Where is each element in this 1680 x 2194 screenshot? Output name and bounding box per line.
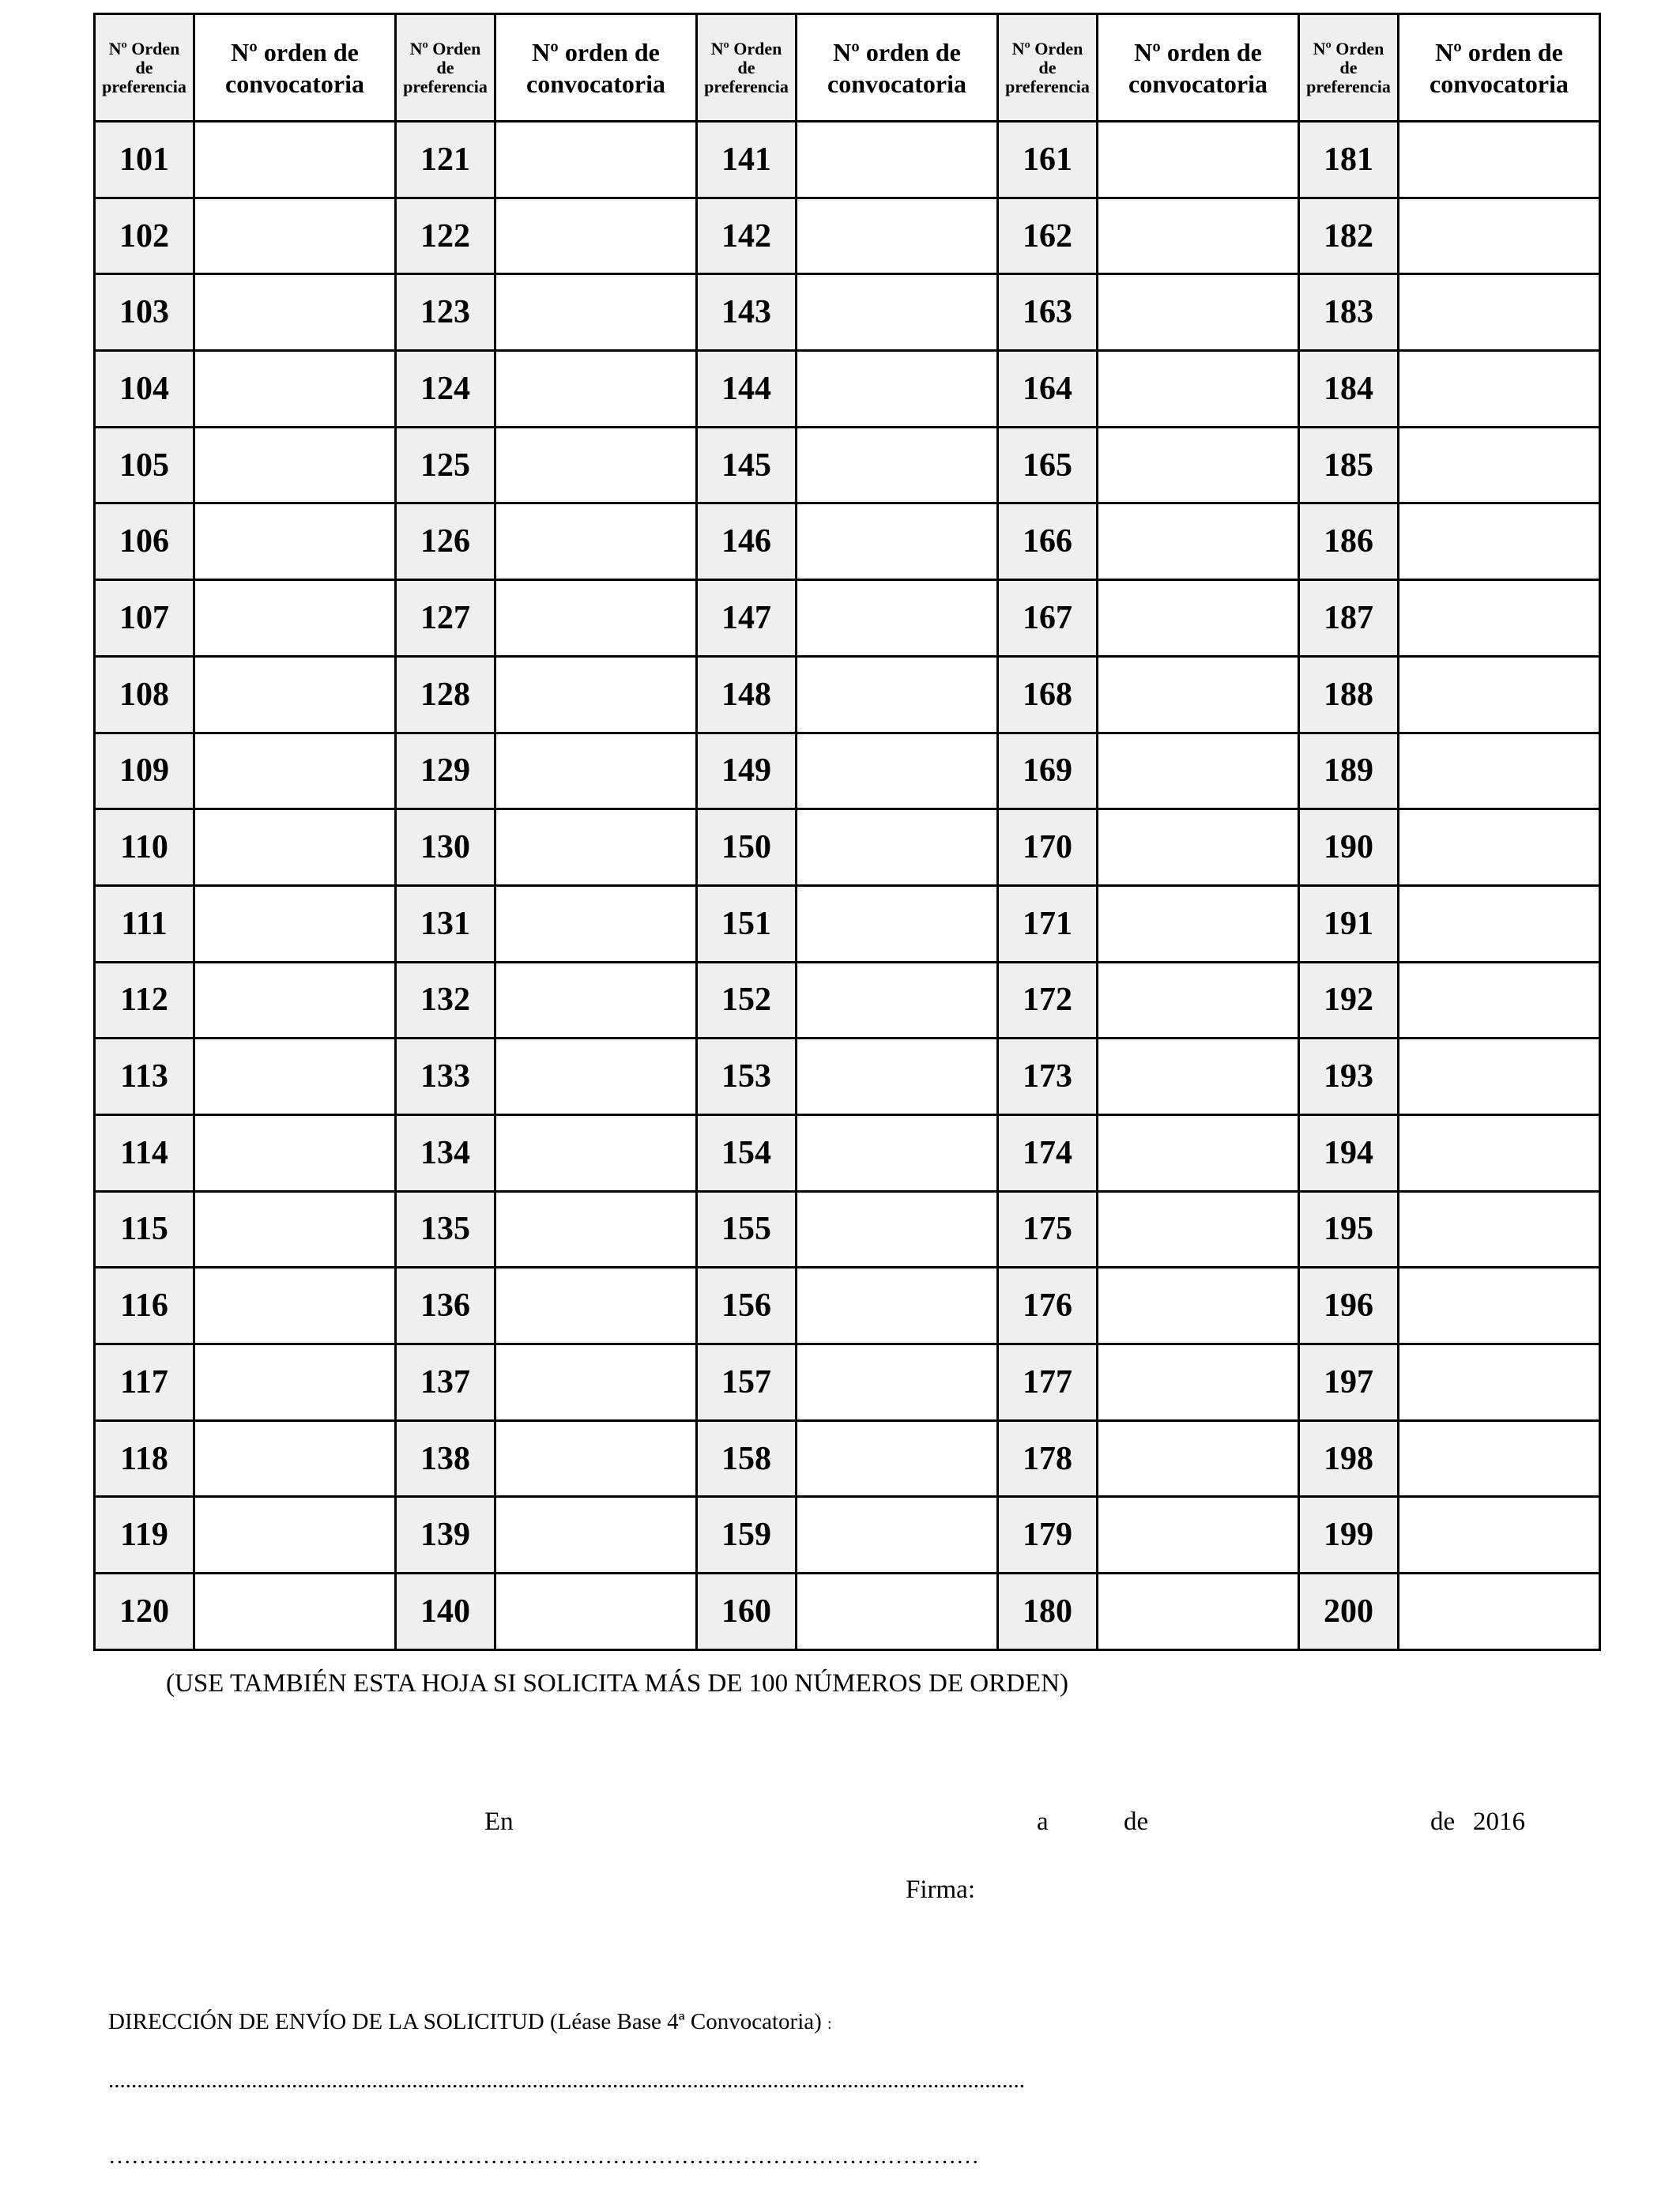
preference-number-cell: 193: [1299, 1039, 1399, 1115]
table-row: [95, 274, 1600, 351]
preference-header-line: de: [737, 57, 755, 77]
convocation-number-entry[interactable]: [1399, 1574, 1600, 1650]
preference-order-header: [396, 14, 495, 122]
convocation-number-entry[interactable]: [1399, 1039, 1600, 1115]
convocation-number-entry[interactable]: [1098, 962, 1299, 1039]
convocation-number-entry[interactable]: [1098, 656, 1299, 733]
convocation-number-entry[interactable]: [194, 503, 396, 580]
preference-number-cell: 188: [1299, 656, 1399, 733]
preference-number-cell: 175: [998, 1191, 1098, 1268]
convocation-number-entry[interactable]: [797, 962, 998, 1039]
preference-number-cell: 135: [396, 1191, 495, 1268]
preference-number-cell: 106: [95, 503, 194, 580]
convocation-number-entry[interactable]: [1098, 503, 1299, 580]
convocation-number-entry[interactable]: [495, 427, 697, 503]
preference-header-line: Nº Orden: [1011, 38, 1083, 58]
preference-number-cell: 149: [697, 733, 797, 809]
table-row: [95, 1114, 1600, 1191]
preference-number-cell: 103: [95, 274, 194, 351]
convocation-number-entry[interactable]: [194, 1114, 396, 1191]
preference-number-cell: 168: [998, 656, 1098, 733]
preference-number-cell: 167: [998, 580, 1098, 657]
preference-number-cell: 102: [95, 198, 194, 274]
preference-number-cell: 187: [1299, 580, 1399, 657]
convocation-number-entry[interactable]: [1098, 198, 1299, 274]
table-row: [95, 427, 1600, 503]
convocation-number-entry[interactable]: [1399, 1497, 1600, 1574]
table-row: [95, 1191, 1600, 1268]
convocation-number-entry[interactable]: [495, 351, 697, 428]
convocation-number-entry[interactable]: [1399, 503, 1600, 580]
preference-number-cell: 124: [396, 351, 495, 428]
convocation-number-entry[interactable]: [194, 962, 396, 1039]
address-label: [108, 2009, 832, 2035]
convocation-number-entry[interactable]: [194, 1344, 396, 1421]
preference-number-cell: 152: [697, 962, 797, 1039]
table-row: [95, 503, 1600, 580]
preference-number-cell: 130: [396, 809, 495, 886]
preference-number-cell: 110: [95, 809, 194, 886]
preference-header-line: de: [436, 57, 454, 77]
preference-number-cell: 179: [998, 1497, 1098, 1574]
preference-number-cell: 113: [95, 1039, 194, 1115]
preference-number-cell: 198: [1299, 1420, 1399, 1497]
preference-number-cell: 138: [396, 1420, 495, 1497]
convocation-order-header: [1098, 14, 1299, 122]
preference-order-header: [697, 14, 797, 122]
preference-header-line: Nº Orden: [710, 38, 782, 58]
convocation-number-entry[interactable]: [495, 809, 697, 886]
convocation-number-entry[interactable]: [194, 885, 396, 962]
preference-number-cell: 165: [998, 427, 1098, 503]
table-row: [95, 1420, 1600, 1497]
preference-number-cell: 182: [1299, 198, 1399, 274]
convocation-number-entry[interactable]: [797, 351, 998, 428]
year-connector: de: [1430, 1808, 1456, 1836]
preference-number-cell: 150: [697, 809, 797, 886]
convocation-number-entry[interactable]: [194, 1574, 396, 1650]
table-row: [95, 198, 1600, 274]
preference-number-cell: 181: [1299, 122, 1399, 198]
convocation-number-entry[interactable]: [495, 580, 697, 657]
preference-number-cell: 169: [998, 733, 1098, 809]
table-header-row: [95, 14, 1600, 122]
preference-header-line: de: [1038, 57, 1057, 77]
convocation-number-entry[interactable]: [495, 962, 697, 1039]
table-row: [95, 1268, 1600, 1344]
preference-header-line: preferencia: [403, 76, 488, 96]
convocation-number-entry[interactable]: [797, 580, 998, 657]
convocation-number-entry[interactable]: [1098, 1114, 1299, 1191]
convocation-number-entry[interactable]: [797, 1420, 998, 1497]
day-connector: a: [1037, 1808, 1049, 1836]
preference-header-line: preferencia: [1306, 76, 1391, 96]
convocation-header-line: convocatoria: [1430, 69, 1569, 98]
preference-number-cell: 104: [95, 351, 194, 428]
preference-number-cell: 120: [95, 1574, 194, 1650]
preference-header-line: Nº Orden: [409, 38, 481, 58]
address-line-2: ……………………………………………………………………………………………………: [108, 2143, 979, 2169]
preference-number-cell: 159: [697, 1497, 797, 1574]
convocation-header-line: Nº orden de: [833, 37, 961, 66]
convocation-order-header: [495, 14, 697, 122]
convocation-number-entry[interactable]: [797, 503, 998, 580]
preference-number-cell: 148: [697, 656, 797, 733]
convocation-number-entry[interactable]: [194, 122, 396, 198]
preference-number-cell: 192: [1299, 962, 1399, 1039]
preference-number-cell: 107: [95, 580, 194, 657]
convocation-number-entry[interactable]: [1098, 427, 1299, 503]
convocation-number-entry[interactable]: [495, 1114, 697, 1191]
convocation-order-header: [797, 14, 998, 122]
preference-number-cell: 140: [396, 1574, 495, 1650]
preference-number-cell: 186: [1299, 503, 1399, 580]
preference-number-cell: 133: [396, 1039, 495, 1115]
preference-number-cell: 184: [1299, 351, 1399, 428]
convocation-number-entry[interactable]: [1399, 733, 1600, 809]
convocation-number-entry[interactable]: [194, 580, 396, 657]
preference-number-cell: 114: [95, 1114, 194, 1191]
convocation-number-entry[interactable]: [194, 427, 396, 503]
convocation-header-line: convocatoria: [526, 69, 665, 98]
preference-number-cell: 151: [697, 885, 797, 962]
convocation-number-entry[interactable]: [1098, 733, 1299, 809]
preference-number-cell: 117: [95, 1344, 194, 1421]
convocation-number-entry[interactable]: [495, 122, 697, 198]
convocation-number-entry[interactable]: [797, 427, 998, 503]
preference-header-line: preferencia: [102, 76, 186, 96]
convocation-number-entry[interactable]: [495, 198, 697, 274]
convocation-number-entry[interactable]: [1399, 274, 1600, 351]
convocation-number-entry[interactable]: [194, 1191, 396, 1268]
preference-number-cell: 132: [396, 962, 495, 1039]
preference-number-cell: 142: [697, 198, 797, 274]
preference-number-cell: 112: [95, 962, 194, 1039]
convocation-number-entry[interactable]: [495, 1191, 697, 1268]
preference-number-cell: 195: [1299, 1191, 1399, 1268]
preference-number-cell: 172: [998, 962, 1098, 1039]
convocation-number-entry[interactable]: [1098, 351, 1299, 428]
convocation-number-entry[interactable]: [1399, 1114, 1600, 1191]
preference-number-cell: 127: [396, 580, 495, 657]
convocation-number-entry[interactable]: [797, 274, 998, 351]
preference-header-line: preferencia: [704, 76, 789, 96]
convocation-number-entry[interactable]: [1399, 580, 1600, 657]
convocation-number-entry[interactable]: [1399, 198, 1600, 274]
preference-number-cell: 136: [396, 1268, 495, 1344]
preference-number-cell: 162: [998, 198, 1098, 274]
preference-number-cell: 156: [697, 1268, 797, 1344]
preference-number-cell: 125: [396, 427, 495, 503]
convocation-number-entry[interactable]: [194, 733, 396, 809]
preference-number-cell: 101: [95, 122, 194, 198]
table-row: [95, 1039, 1600, 1115]
preference-number-cell: 134: [396, 1114, 495, 1191]
convocation-number-entry[interactable]: [797, 1497, 998, 1574]
address-label-colon: :: [827, 2015, 832, 2033]
convocation-number-entry[interactable]: [1098, 580, 1299, 657]
preference-number-cell: 161: [998, 122, 1098, 198]
convocation-number-entry[interactable]: [797, 122, 998, 198]
convocation-number-entry[interactable]: [495, 1344, 697, 1421]
preference-number-cell: 180: [998, 1574, 1098, 1650]
convocation-number-entry[interactable]: [495, 1574, 697, 1650]
preference-number-cell: 141: [697, 122, 797, 198]
preference-number-cell: 128: [396, 656, 495, 733]
preference-number-cell: 170: [998, 809, 1098, 886]
preference-number-cell: 189: [1299, 733, 1399, 809]
preference-number-cell: 129: [396, 733, 495, 809]
preference-number-cell: 147: [697, 580, 797, 657]
preference-number-cell: 118: [95, 1420, 194, 1497]
preference-number-cell: 144: [697, 351, 797, 428]
convocation-header-line: Nº orden de: [1435, 37, 1563, 66]
preference-order-header: [95, 14, 194, 122]
convocation-number-entry[interactable]: [194, 1268, 396, 1344]
preference-number-cell: 174: [998, 1114, 1098, 1191]
convocation-header-line: convocatoria: [827, 69, 966, 98]
preference-number-cell: 171: [998, 885, 1098, 962]
preference-number-cell: 155: [697, 1191, 797, 1268]
convocation-number-entry[interactable]: [797, 198, 998, 274]
place-prefix: En: [484, 1808, 514, 1836]
table-row: [95, 809, 1600, 886]
convocation-number-entry[interactable]: [495, 885, 697, 962]
convocation-number-entry[interactable]: [1399, 351, 1600, 428]
preference-number-cell: 163: [998, 274, 1098, 351]
preference-number-cell: 191: [1299, 885, 1399, 962]
convocation-number-entry[interactable]: [1098, 1039, 1299, 1115]
signature-label: Firma:: [906, 1875, 975, 1904]
year-value: 2016: [1473, 1808, 1525, 1836]
convocation-number-entry[interactable]: [797, 1268, 998, 1344]
preference-header-line: de: [135, 57, 153, 77]
convocation-number-entry[interactable]: [495, 274, 697, 351]
convocation-number-entry[interactable]: [1399, 1191, 1600, 1268]
preference-number-cell: 185: [1299, 427, 1399, 503]
convocation-number-entry[interactable]: [797, 1039, 998, 1115]
preference-number-cell: 121: [396, 122, 495, 198]
preference-order-header: [1299, 14, 1399, 122]
convocation-header-line: convocatoria: [1128, 69, 1268, 98]
preference-number-cell: 177: [998, 1344, 1098, 1421]
preference-order-header: [998, 14, 1098, 122]
preference-number-cell: 166: [998, 503, 1098, 580]
preference-header-line: de: [1339, 57, 1358, 77]
convocation-number-entry[interactable]: [1399, 1420, 1600, 1497]
preference-number-cell: 122: [396, 198, 495, 274]
convocation-number-entry[interactable]: [194, 1497, 396, 1574]
preference-number-cell: 119: [95, 1497, 194, 1574]
preference-number-cell: 109: [95, 733, 194, 809]
convocation-number-entry[interactable]: [797, 809, 998, 886]
convocation-number-entry[interactable]: [1399, 962, 1600, 1039]
convocation-number-entry[interactable]: [194, 809, 396, 886]
convocation-header-line: Nº orden de: [532, 37, 660, 66]
convocation-header-line: Nº orden de: [1134, 37, 1262, 66]
convocation-number-entry[interactable]: [1098, 1420, 1299, 1497]
preference-header-line: Nº Orden: [108, 38, 180, 58]
convocation-number-entry[interactable]: [1399, 1344, 1600, 1421]
preference-number-cell: 126: [396, 503, 495, 580]
convocation-number-entry[interactable]: [797, 1344, 998, 1421]
convocation-number-entry[interactable]: [1399, 885, 1600, 962]
convocation-number-entry[interactable]: [797, 656, 998, 733]
convocation-number-entry[interactable]: [194, 1039, 396, 1115]
convocation-number-entry[interactable]: [495, 1268, 697, 1344]
preference-number-cell: 153: [697, 1039, 797, 1115]
usage-note: (USE TAMBIÉN ESTA HOJA SI SOLICITA MÁS DE 100 NÚMEROS DE ORDEN): [166, 1669, 1068, 1698]
table-row: [95, 885, 1600, 962]
convocation-number-entry[interactable]: [797, 885, 998, 962]
address-line-1: ................................................................................................................................................................: [108, 2068, 1025, 2093]
convocation-number-entry[interactable]: [1098, 1268, 1299, 1344]
convocation-number-entry[interactable]: [1098, 274, 1299, 351]
convocation-number-entry[interactable]: [495, 656, 697, 733]
convocation-number-entry[interactable]: [797, 1574, 998, 1650]
convocation-number-entry[interactable]: [495, 503, 697, 580]
preference-order-table: [93, 13, 1601, 1651]
table-row: [95, 656, 1600, 733]
preference-header-line: Nº Orden: [1313, 38, 1384, 58]
convocation-number-entry[interactable]: [797, 733, 998, 809]
preference-number-cell: 115: [95, 1191, 194, 1268]
table-row: [95, 1574, 1600, 1650]
preference-number-cell: 111: [95, 885, 194, 962]
convocation-header-line: convocatoria: [225, 69, 364, 98]
convocation-order-header: [194, 14, 396, 122]
table-row: [95, 962, 1600, 1039]
table-row: [95, 122, 1600, 198]
convocation-number-entry[interactable]: [194, 274, 396, 351]
convocation-number-entry[interactable]: [1098, 1191, 1299, 1268]
preference-number-cell: 137: [396, 1344, 495, 1421]
preference-number-cell: 200: [1299, 1574, 1399, 1650]
preference-number-cell: 146: [697, 503, 797, 580]
convocation-order-header: [1399, 14, 1600, 122]
convocation-number-entry[interactable]: [495, 1497, 697, 1574]
convocation-number-entry[interactable]: [495, 733, 697, 809]
preference-number-cell: 190: [1299, 809, 1399, 886]
convocation-number-entry[interactable]: [797, 1114, 998, 1191]
convocation-number-entry[interactable]: [495, 1420, 697, 1497]
preference-number-cell: 183: [1299, 274, 1399, 351]
preference-number-cell: 105: [95, 427, 194, 503]
preference-header-line: preferencia: [1005, 76, 1090, 96]
preference-number-cell: 197: [1299, 1344, 1399, 1421]
table-row: [95, 1344, 1600, 1421]
preference-number-cell: 157: [697, 1344, 797, 1421]
preference-number-cell: 199: [1299, 1497, 1399, 1574]
preference-number-cell: 143: [697, 274, 797, 351]
preference-number-cell: 131: [396, 885, 495, 962]
convocation-number-entry[interactable]: [1098, 885, 1299, 962]
convocation-number-entry[interactable]: [194, 351, 396, 428]
month-connector: de: [1124, 1808, 1149, 1836]
address-label-text: DIRECCIÓN DE ENVÍO DE LA SOLICITUD (Léase Base 4ª Convocatoria): [108, 2009, 822, 2034]
preference-number-cell: 139: [396, 1497, 495, 1574]
preference-number-cell: 194: [1299, 1114, 1399, 1191]
convocation-number-entry[interactable]: [797, 1191, 998, 1268]
convocation-number-entry[interactable]: [1399, 809, 1600, 886]
preference-number-cell: 173: [998, 1039, 1098, 1115]
convocation-number-entry[interactable]: [1098, 809, 1299, 886]
preference-number-cell: 154: [697, 1114, 797, 1191]
convocation-number-entry[interactable]: [1399, 1268, 1600, 1344]
convocation-number-entry[interactable]: [1098, 122, 1299, 198]
preference-number-cell: 145: [697, 427, 797, 503]
preference-number-cell: 160: [697, 1574, 797, 1650]
preference-number-cell: 123: [396, 274, 495, 351]
convocation-number-entry[interactable]: [1399, 122, 1600, 198]
table-row: [95, 733, 1600, 809]
convocation-number-entry[interactable]: [495, 1039, 697, 1115]
convocation-number-entry[interactable]: [1098, 1344, 1299, 1421]
table-row: [95, 1497, 1600, 1574]
convocation-number-entry[interactable]: [1399, 427, 1600, 503]
table-row: [95, 580, 1600, 657]
table-row: [95, 351, 1600, 428]
preference-number-cell: 108: [95, 656, 194, 733]
convocation-number-entry[interactable]: [194, 1420, 396, 1497]
convocation-number-entry[interactable]: [1098, 1497, 1299, 1574]
preference-number-cell: 164: [998, 351, 1098, 428]
convocation-number-entry[interactable]: [1399, 656, 1600, 733]
convocation-header-line: Nº orden de: [231, 37, 359, 66]
preference-number-cell: 158: [697, 1420, 797, 1497]
convocation-number-entry[interactable]: [194, 198, 396, 274]
preference-number-cell: 196: [1299, 1268, 1399, 1344]
preference-number-cell: 178: [998, 1420, 1098, 1497]
convocation-number-entry[interactable]: [1098, 1574, 1299, 1650]
convocation-number-entry[interactable]: [194, 656, 396, 733]
preference-number-cell: 116: [95, 1268, 194, 1344]
preference-number-cell: 176: [998, 1268, 1098, 1344]
